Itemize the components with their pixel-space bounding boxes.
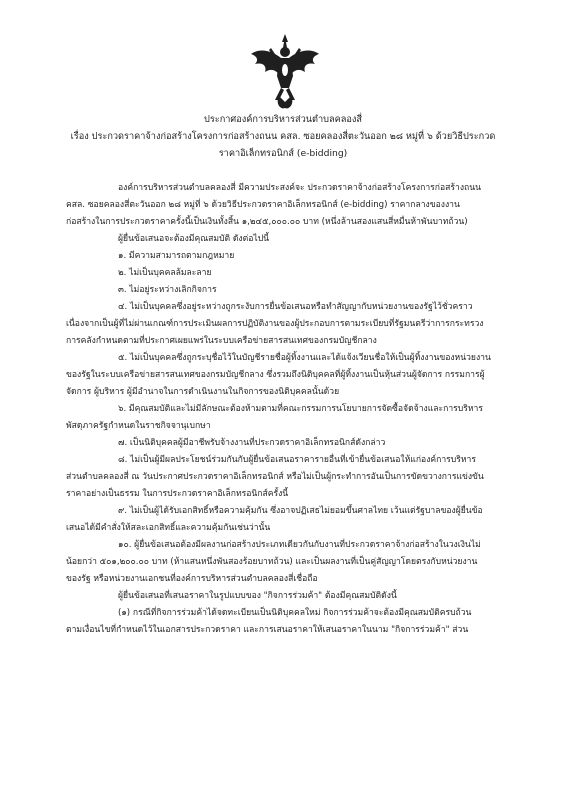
list-item-continued: ของรัฐในระบบเครือข่ายสารสนเทศของกรมบัญชีกลาง ซึ่งรวมถึงนิติบุคคลที่ผู้ทิ้งงานเป็นหุ้นส่วนผู้จัดการ กรรมการผู้ <box>66 370 485 380</box>
list-item: (๑) กรณีที่กิจการร่วมค้าได้จดทะเบียนเป็นนิติบุคคลใหม่ กิจการร่วมค้าจะต้องมีคุณสมบัติครบถ้วน <box>118 608 472 618</box>
list-item: ๓. ไม่อยู่ระหว่างเลิกกิจการ <box>118 285 217 295</box>
list-item-continued: เนื่องจากเป็นผู้ที่ไม่ผ่านเกณฑ์การประเมินผลการปฏิบัติงานของผู้ประกอบการตามระเบียบที่รัฐมนตรีว่าการกระทรวง <box>66 319 484 329</box>
list-item-continued: น้อยกว่า ๕๐๑,๒๐๐.๐๐ บาท (ห้าแสนหนึ่งพันสองร้อยบาทถ้วน) และเป็นผลงานที่เป็นคู่สัญญาโดยตรงกับหน่วยงาน <box>66 557 478 567</box>
list-item-continued: เสนอได้มีคำสั่งให้สละเอกสิทธิ์และความคุ้มกันเช่นว่านั้น <box>66 523 271 533</box>
list-item-continued: ราคาอย่างเป็นธรรม ในการประกวดราคาอิเล็กทรอนิกส์ครั้งนี้ <box>66 489 289 499</box>
paragraph-line: ก่อสร้างในการประกวดราคาครั้งนี้เป็นเงินทั้งสิ้น ๑,๒๔๕,๐๐๐.๐๐ บาท (หนึ่งล้านสองแสนสี่หมื่นห้าพันบาทถ้วน) <box>66 217 468 227</box>
list-item-continued: ของรัฐ หรือหน่วยงานเอกชนที่องค์การบริหารส่วนตำบลคลองสี่เชื่อถือ <box>66 574 318 584</box>
list-item-continued: พัสดุภาครัฐกำหนดในราชกิจจานุเบกษา <box>66 421 211 431</box>
list-item: ๑. มีความสามารถตามกฎหมาย <box>118 251 235 261</box>
list-item: ๑๐. ผู้ยื่นข้อเสนอต้องมีผลงานก่อสร้างประเภทเดียวกันกับงานที่ประกวดราคาจ้างก่อสร้างในวงเงินไม่ <box>118 540 481 550</box>
list-item: ๗. เป็นนิติบุคคลผู้มีอาชีพรับจ้างงานที่ประกวดราคาอิเล็กทรอนิกส์ดังกล่าว <box>118 438 386 448</box>
list-item-continued: การคลังกำหนดตามที่ประกาศเผยแพร่ในระบบเครือข่ายสารสนเทศของกรมบัญชีกลาง <box>66 336 377 346</box>
list-item: ๒. ไม่เป็นบุคคลล้มละลาย <box>118 268 212 278</box>
document-title: ประกาศองค์การบริหารส่วนตำบลคลองสี่ <box>204 114 362 125</box>
paragraph-line: คสล. ซอยคลองสี่ตะวันออก ๒๘ หมู่ที่ ๖ ด้วยวิธีประกวดราคาอิเล็กทรอนิกส์ (e-bidding) ราคากลางของงาน <box>66 200 460 210</box>
list-item: ๖. มีคุณสมบัติและไม่มีลักษณะต้องห้ามตามที่คณะกรรมการนโยบายการจัดซื้อจัดจ้างและการบริหาร <box>118 404 483 414</box>
list-item-continued: จัดการ ผู้บริหาร ผู้มีอำนาจในการดำเนินงานในกิจการของนิติบุคคลนั้นด้วย <box>66 387 340 397</box>
garuda-emblem-icon <box>245 32 325 112</box>
list-item: ๔. ไม่เป็นบุคคลซึ่งอยู่ระหว่างถูกระงับการยื่นข้อเสนอหรือทำสัญญากับหน่วยงานของรัฐไว้ชั่วคราว <box>118 302 473 312</box>
list-item-continued: ตามเงื่อนไขที่กำหนดไว้ในเอกสารประกวดราคา และการเสนอราคาให้เสนอราคาในนาม "กิจการร่วมค้า" ส่วน <box>66 625 469 635</box>
subject-line: เรื่อง ประกวดราคาจ้างก่อสร้างโครงการก่อสร้างถนน คสล. ซอยคลองสี่ตะวันออก ๒๘ หมู่ที่ ๖ ด้วยวิธีประกวด <box>70 131 496 142</box>
subject-line: ราคาอิเล็กทรอนิกส์ (e-bidding) <box>218 148 348 159</box>
list-item: ๕. ไม่เป็นบุคคลซึ่งถูกระบุชื่อไว้ในบัญชีรายชื่อผู้ทิ้งงานและได้แจ้งเวียนชื่อให้เป็นผู้ทิ้งงานของหน่วยงาน <box>118 353 491 363</box>
paragraph-line: องค์การบริหารส่วนตำบลคลองสี่ มีความประสงค์จะ ประกวดราคาจ้างก่อสร้างโครงการก่อสร้างถนน <box>118 183 481 193</box>
qualifications-heading: ผู้ยื่นข้อเสนอจะต้องมีคุณสมบัติ ดังต่อไปนี้ <box>118 234 270 244</box>
list-item-continued: ส่วนตำบลคลองสี่ ณ วันประกาศประกวดราคาอิเล็กทรอนิกส์ หรือไม่เป็นผู้กระทำการอันเป็นการขัดขวางการแข่งขัน <box>66 472 484 482</box>
joint-venture-heading: ผู้ยื่นข้อเสนอที่เสนอราคาในรูปแบบของ "กิจการร่วมค้า" ต้องมีคุณสมบัติดังนี้ <box>118 591 397 601</box>
list-item: ๘. ไม่เป็นผู้มีผลประโยชน์ร่วมกันกับผู้ยื่นข้อเสนอราคารายอื่นที่เข้ายื่นข้อเสนอให้แก่องค์การบริหาร <box>118 455 476 465</box>
list-item: ๙. ไม่เป็นผู้ได้รับเอกสิทธิ์หรือความคุ้มกัน ซึ่งอาจปฏิเสธไม่ยอมขึ้นศาลไทย เว้นแต่รัฐบาลของผู้ยื่นข้อ <box>118 506 483 516</box>
